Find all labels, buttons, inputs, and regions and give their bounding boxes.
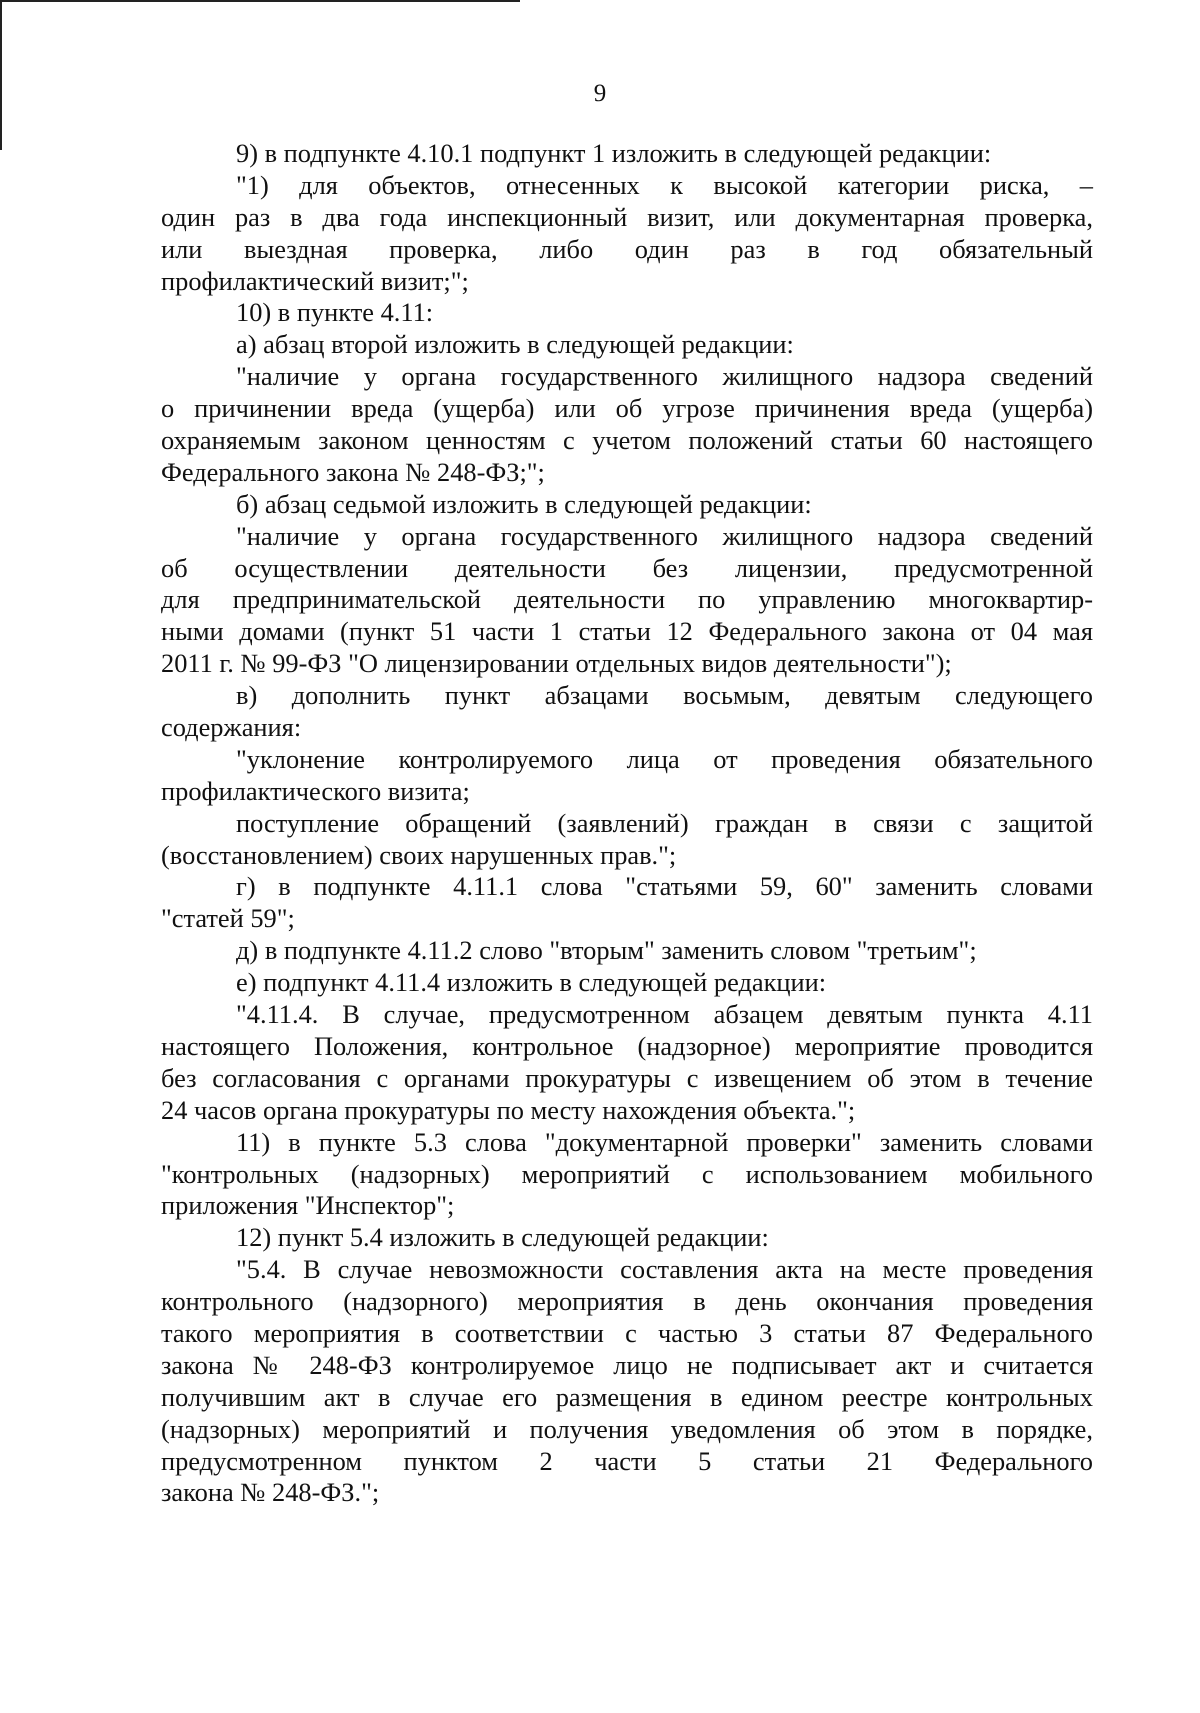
text-line: закона № 248-ФЗ контролируемое лицо не подписывает акт и считается <box>161 1349 1093 1380</box>
text-line: настоящего Положения, контрольное (надзорное) мероприятие проводится <box>161 1030 1093 1061</box>
text-line: приложения "Инспектор"; <box>161 1190 455 1221</box>
text-line: без согласования с органами прокуратуры с извещением об этом в течение <box>161 1062 1093 1093</box>
text-line: "4.11.4. В случае, предусмотренном абзацем девятым пункта 4.11 <box>236 999 1093 1030</box>
text-line: г) в подпункте 4.11.1 слова "статьями 59, 60" заменить словами <box>236 871 1093 902</box>
text-line: предусмотренном пунктом 2 части 5 статьи 21 Федерального <box>161 1445 1093 1476</box>
text-line: "1) для объектов, отнесенных к высокой категории риска, – <box>236 169 1093 200</box>
text-line: "контрольных (надзорных) мероприятий с использованием мобильного <box>161 1158 1093 1189</box>
text-line: об осуществлении деятельности без лицензии, предусмотренной <box>161 552 1093 583</box>
text-line: ными домами (пункт 51 части 1 статьи 12 Федерального закона от 04 мая <box>161 616 1093 647</box>
text-line: содержания: <box>161 712 302 743</box>
text-line: "5.4. В случае невозможности составления акта на месте проведения <box>236 1254 1093 1285</box>
text-line: 24 часов органа прокуратуры по месту нахождения объекта."; <box>161 1094 856 1125</box>
text-line: "наличие у органа государственного жилищного надзора сведений <box>236 361 1093 392</box>
text-line: 9) в подпункте 4.10.1 подпункт 1 изложить в следующей редакции: <box>236 138 992 168</box>
scan-edge-top <box>0 0 520 2</box>
text-line: поступление обращений (заявлений) граждан в связи с защитой <box>236 807 1093 838</box>
text-line: "наличие у органа государственного жилищного надзора сведений <box>236 520 1093 551</box>
text-line: получившим акт в случае его размещения в едином реестре контрольных <box>161 1381 1093 1412</box>
text-line: один раз в два года инспекционный визит, или документарная проверка, <box>161 201 1093 232</box>
text-line: (восстановлением) своих нарушенных прав."; <box>161 839 677 870</box>
text-line: закона № 248-ФЗ."; <box>161 1477 380 1508</box>
text-line: (надзорных) мероприятий и получения уведомления об этом в порядке, <box>161 1413 1093 1444</box>
text-line: е) подпункт 4.11.4 изложить в следующей редакции: <box>236 967 827 998</box>
text-line: Федерального закона № 248-ФЗ;"; <box>161 456 545 487</box>
scan-edge-left <box>0 0 2 150</box>
page-number: 9 <box>593 80 607 107</box>
text-line: 2011 г. № 99-ФЗ "О лицензировании отдельных видов деятельности"); <box>161 648 952 679</box>
text-line: "уклонение контролируемого лица от проведения обязательного <box>236 743 1093 774</box>
text-line: или выездная проверка, либо один раз в год обязательный <box>161 233 1093 264</box>
text-line: профилактический визит;"; <box>161 265 469 296</box>
text-line: б) абзац седьмой изложить в следующей редакции: <box>236 488 812 519</box>
text-line: охраняемым законом ценностям с учетом положений статьи 60 настоящего <box>161 425 1093 456</box>
text-line: 12) пункт 5.4 изложить в следующей редакции: <box>236 1222 769 1253</box>
text-line: "статей 59"; <box>161 903 295 934</box>
text-line: 10) в пункте 4.11: <box>236 297 434 328</box>
text-line: такого мероприятия в соответствии с частью 3 статьи 87 Федерального <box>161 1317 1093 1348</box>
text-line: а) абзац второй изложить в следующей редакции: <box>236 329 794 360</box>
text-line: о причинении вреда (ущерба) или об угрозе причинения вреда (ущерба) <box>161 393 1093 424</box>
text-line: профилактического визита; <box>161 775 470 806</box>
text-line: для предпринимательской деятельности по управлению многоквартир- <box>161 584 1093 615</box>
text-line: в) дополнить пункт абзацами восьмым, девятым следующего <box>236 680 1093 711</box>
text-line: д) в подпункте 4.11.2 слово "вторым" заменить словом "третьим"; <box>236 935 977 966</box>
text-line: контрольного (надзорного) мероприятия в день окончания проведения <box>161 1286 1093 1317</box>
text-line: 11) в пункте 5.3 слова "документарной проверки" заменить словами <box>236 1126 1093 1157</box>
document-body <box>161 138 1093 1509</box>
